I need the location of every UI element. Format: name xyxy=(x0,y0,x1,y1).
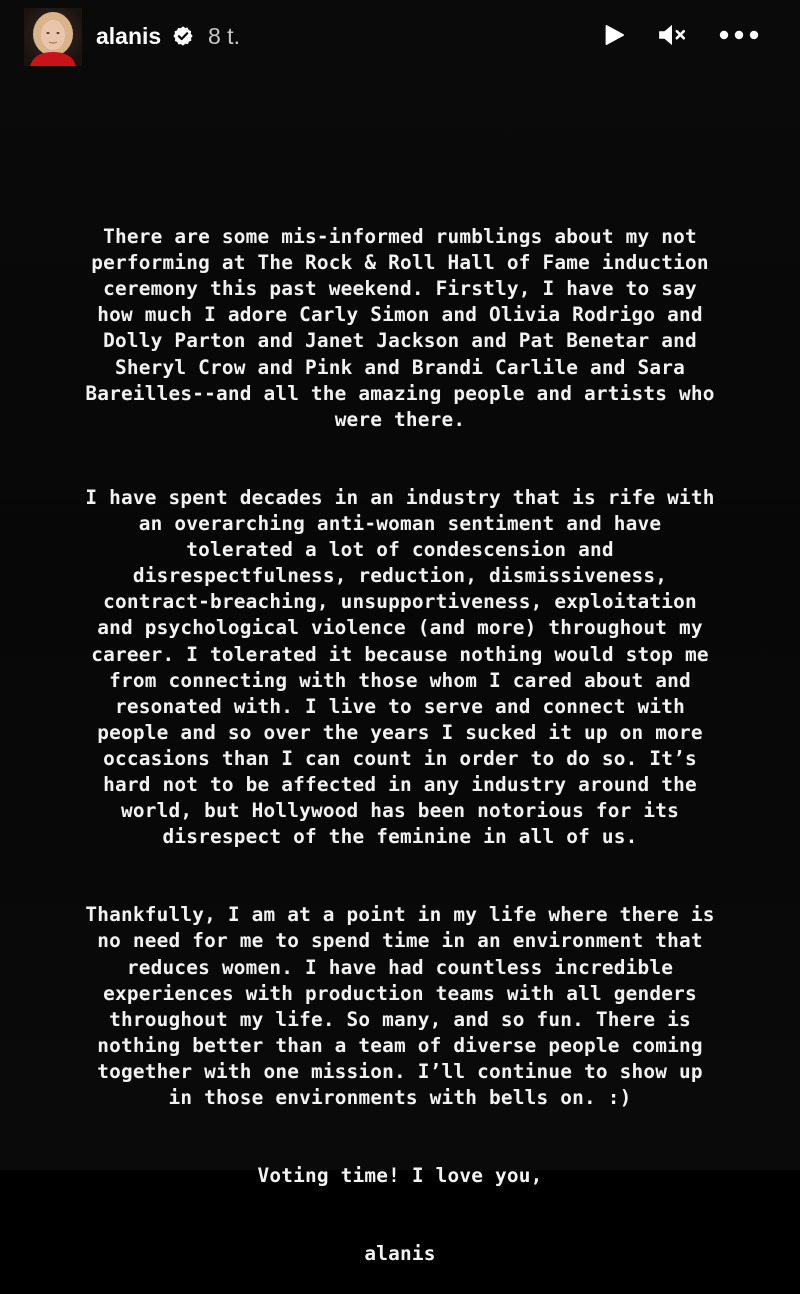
story-message xyxy=(20,198,780,1294)
message-paragraph-3: Thankfully, I am at a point in my life where there is no need for me to spend time in an environment that reduces women. I have had countless incredible experiences with production teams with all genders throughout my life. So many, and so fun. There is nothing better than a team of diverse people coming together with one mission. I’ll continue to show up in those environments with bells on. :) xyxy=(85,903,715,1109)
more-options-button[interactable] xyxy=(716,20,762,50)
more-horizontal-icon xyxy=(719,30,759,40)
play-icon xyxy=(601,21,627,49)
avatar[interactable] xyxy=(24,8,82,66)
message-paragraph-1: There are some mis-informed rumblings about my not performing at The Rock & Roll Hall of Fame induction ceremony this past weekend. Firstly, I have to say how much I adore Carly Simon and Olivia Rodrigo and Dolly Parton and Janet Jackson and Pat Benetar and Sheryl Crow and Pink and Brandi Carlile and Sara Bareilles--and all the amazing people and artists who were there. xyxy=(85,225,715,431)
volume-muted-icon xyxy=(657,22,687,48)
post-timestamp: 8 t. xyxy=(208,23,240,49)
username[interactable]: alanis xyxy=(96,23,162,49)
mute-button[interactable] xyxy=(654,20,690,50)
avatar-image xyxy=(24,8,82,66)
play-button[interactable] xyxy=(598,20,630,50)
message-closing: Voting time! I love you, xyxy=(257,1164,543,1188)
story-header xyxy=(0,0,800,76)
message-paragraph-2: I have spent decades in an industry that is rife with an overarching anti-woman sentiment and have tolerated a lot of condescension and disrespectfulness, reduction, dismissiveness, contract-breaching, unsupportiveness, exploitation and psychological violence (and more) throughout my career. I tolerated it because nothing would stop me from connecting with those whom I cared about and resonated with. I live to serve and connect with people and so over the years I sucked it up on more occasions than I can count in order to do so. It’s hard not to be affected in any industry around the world, but Hollywood has been notorious for its disrespect of the feminine in all of us. xyxy=(85,485,715,849)
verified-badge-icon xyxy=(172,25,194,47)
message-signature: alanis xyxy=(364,1242,436,1266)
